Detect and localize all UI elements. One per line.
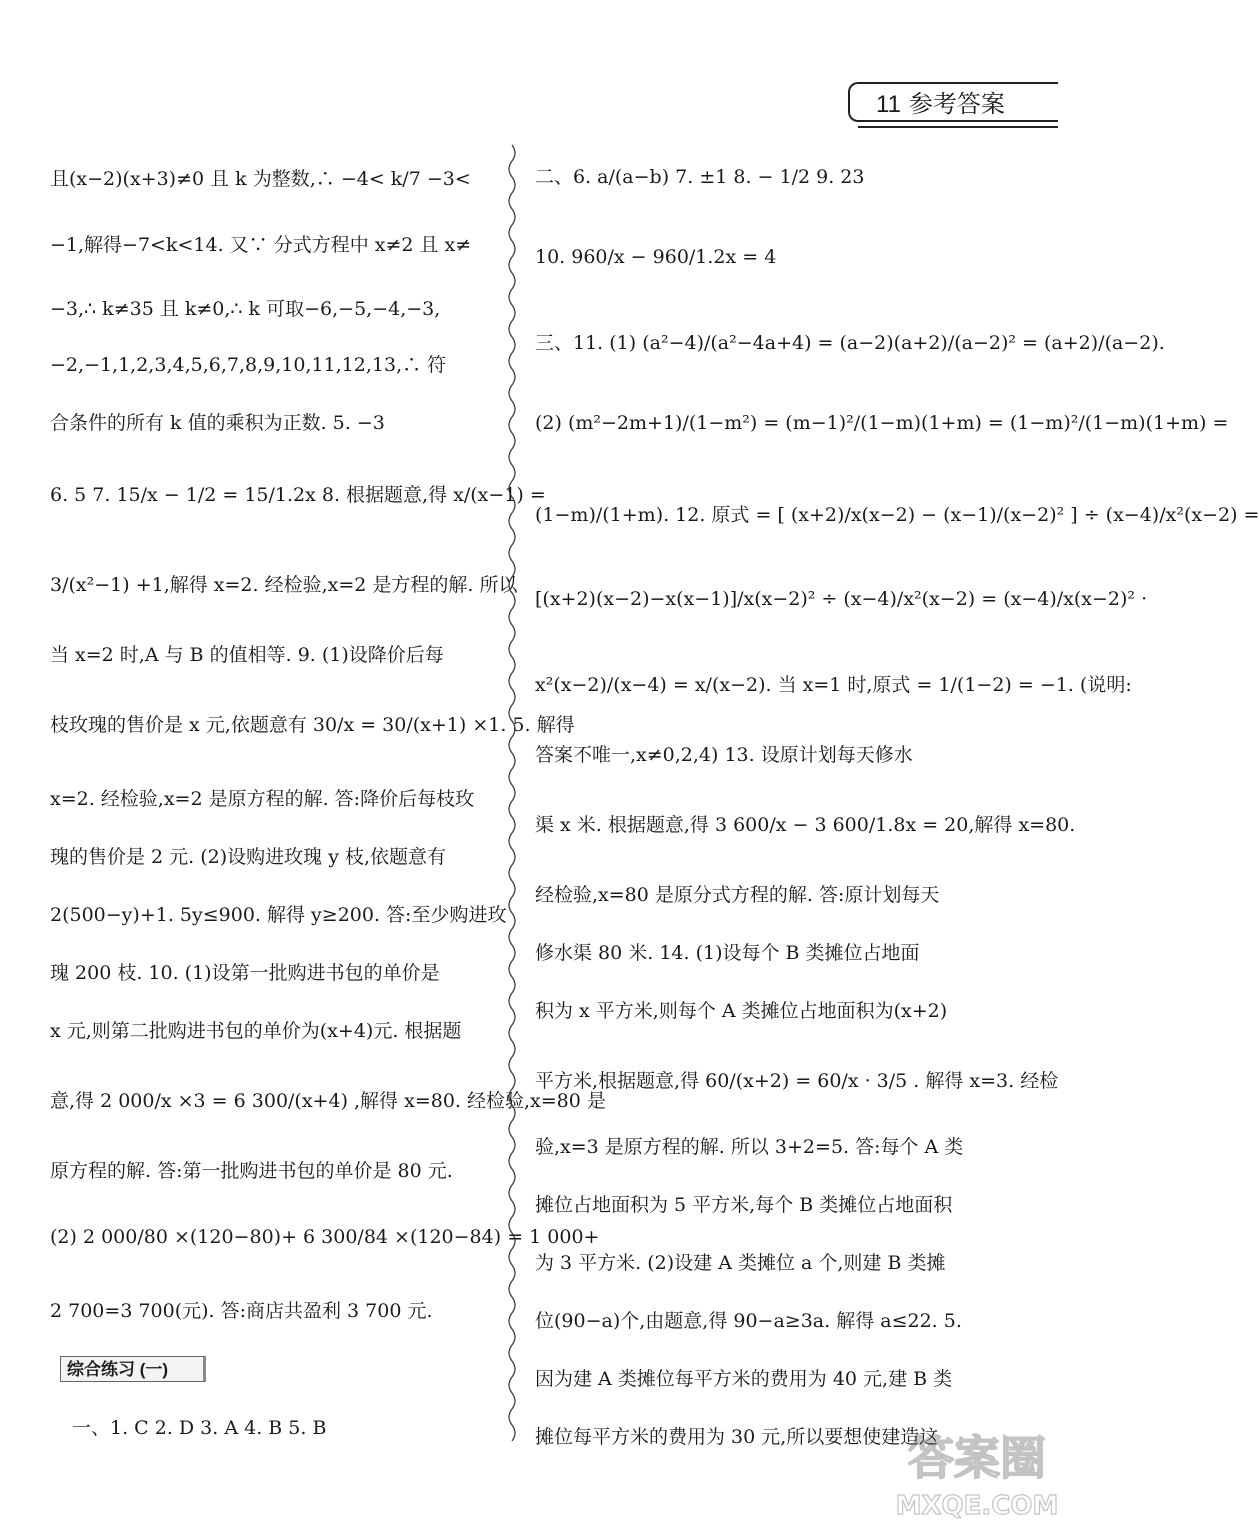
left-line-3: −3,∴ k≠35 且 k≠0,∴ k 可取−6,−5,−4,−3, [50, 298, 441, 320]
page-number: 11 [876, 91, 901, 118]
left-line-17: (2) 2 000/80 ×(120−80)+ 6 300/84 ×(120−84) = 1 000+ [50, 1226, 600, 1248]
right-line-8: 答案不唯一,x≠0,2,4) 13. 设原计划每天修水 [535, 744, 913, 766]
left-line-4: −2,−1,1,2,3,4,5,6,7,8,9,10,11,12,13,∴ 符 [50, 354, 447, 376]
left-line-7: 3/(x²−1) +1,解得 x=2. 经检验,x=2 是方程的解. 所以 [50, 574, 518, 596]
left-line-15: 意,得 2 000/x ×3 = 6 300/(x+4) ,解得 x=80. 经检验,x=80 是 [50, 1090, 606, 1112]
section-label: 综合练习 (一) [60, 1356, 206, 1382]
watermark-logo [888, 1416, 1066, 1526]
left-line-8: 当 x=2 时,A 与 B 的值相等. 9. (1)设降价后每 [50, 644, 444, 666]
left-line-1: 且(x−2)(x+3)≠0 且 k 为整数,∴ −4< k/7 −3< [50, 168, 471, 190]
left-line-10: x=2. 经检验,x=2 是原方程的解. 答:降价后每枝玫 [50, 788, 475, 810]
right-line-1: 二、6. a/(a−b) 7. ±1 8. − 1/2 9. 23 [535, 166, 865, 188]
left-line-6: 6. 5 7. 15/x − 1/2 = 15/1.2x 8. 根据题意,得 x/(x−1) = [50, 484, 546, 506]
column-divider [505, 145, 519, 1435]
right-line-3: 三、11. (1) (a²−4)/(a²−4a+4) = (a−2)(a+2)/(a−2)² = (a+2)/(a−2). [535, 332, 1165, 354]
right-line-14: 验,x=3 是原方程的解. 所以 3+2=5. 答:每个 A 类 [535, 1136, 964, 1158]
left-line-14: x 元,则第二批购进书包的单价为(x+4)元. 根据题 [50, 1020, 462, 1042]
right-line-12: 积为 x 平方米,则每个 A 类摊位占地面积为(x+2) [535, 1000, 948, 1022]
header-rule [858, 126, 1058, 128]
right-line-5: (1−m)/(1+m). 12. 原式 = [ (x+2)/x(x−2) − (x−1)/(x−2)² ] ÷ (x−4)/x²(x−2) = [535, 504, 1259, 526]
right-line-15: 摊位占地面积为 5 平方米,每个 B 类摊位占地面积 [535, 1194, 953, 1216]
left-line-11: 瑰的售价是 2 元. (2)设购进玫瑰 y 枝,依题意有 [50, 846, 447, 868]
watermark-line-1: 答案圈 [908, 1431, 1046, 1485]
watermark-line-2: MXQE.COM [895, 1491, 1059, 1521]
left-line-5: 合条件的所有 k 值的乘积为正数. 5. −3 [50, 412, 385, 434]
right-line-6: [(x+2)(x−2)−x(x−1)]/x(x−2)² ÷ (x−4)/x²(x−2) = (x−4)/x(x−2)² · [535, 588, 1148, 610]
section-answers: 一、1. C 2. D 3. A 4. B 5. B [72, 1417, 327, 1439]
page-header-tab [848, 82, 1058, 122]
right-line-9: 渠 x 米. 根据题意,得 3 600/x − 3 600/1.8x = 20,解得 x=80. [535, 814, 1076, 836]
left-line-16: 原方程的解. 答:第一批购进书包的单价是 80 元. [50, 1160, 453, 1182]
right-line-4: (2) (m²−2m+1)/(1−m²) = (m−1)²/(1−m)(1+m) = (1−m)²/(1−m)(1+m) = [535, 412, 1229, 434]
right-line-19: 摊位每平方米的费用为 30 元,所以要想使建造这 [535, 1426, 939, 1448]
right-line-10: 经检验,x=80 是原分式方程的解. 答:原计划每天 [535, 884, 940, 906]
right-line-16: 为 3 平方米. (2)设建 A 类摊位 a 个,则建 B 类摊 [535, 1252, 946, 1274]
right-line-11: 修水渠 80 米. 14. (1)设每个 B 类摊位占地面 [535, 942, 920, 964]
right-line-17: 位(90−a)个,由题意,得 90−a≥3a. 解得 a≤22. 5. [535, 1310, 962, 1332]
left-line-18: 2 700=3 700(元). 答:商店共盈利 3 700 元. [50, 1300, 433, 1322]
right-line-7: x²(x−2)/(x−4) = x/(x−2). 当 x=1 时,原式 = 1/(1−2) = −1. (说明: [535, 674, 1132, 696]
right-line-13: 平方米,根据题意,得 60/(x+2) = 60/x · 3/5 . 解得 x=3. 经检 [535, 1070, 1059, 1092]
page-header-title: 参考答案 [908, 90, 1005, 118]
left-line-2: −1,解得−7<k<14. 又∵ 分式方程中 x≠2 且 x≠ [50, 234, 472, 256]
right-line-18: 因为建 A 类摊位每平方米的费用为 40 元,建 B 类 [535, 1368, 953, 1390]
right-line-2: 10. 960/x − 960/1.2x = 4 [535, 246, 777, 268]
left-line-9: 枝玫瑰的售价是 x 元,依题意有 30/x = 30/(x+1) ×1. 5. 解得 [50, 714, 575, 736]
left-line-13: 瑰 200 枝. 10. (1)设第一批购进书包的单价是 [50, 962, 440, 984]
left-line-12: 2(500−y)+1. 5y≤900. 解得 y≥200. 答:至少购进玫 [50, 904, 507, 926]
